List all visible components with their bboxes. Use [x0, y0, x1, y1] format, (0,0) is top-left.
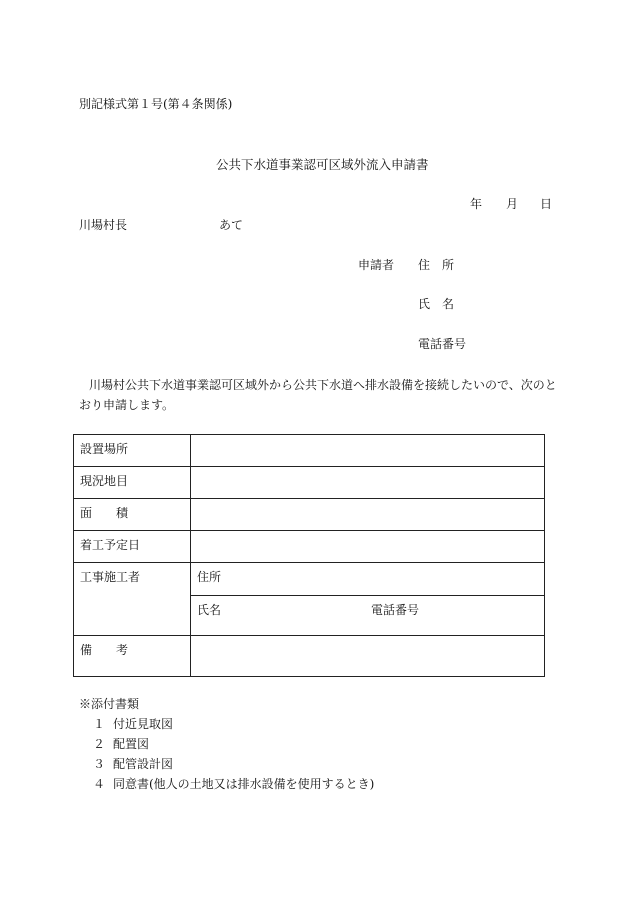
- contractor-name-label: 氏名: [197, 603, 222, 617]
- attachment-item: [93, 777, 374, 791]
- attachment-label: 同意書(他人の土地又は排水設備を使用するとき): [113, 777, 375, 791]
- table-row-start-date: [74, 531, 545, 563]
- applicant-phone-label: 電話番号: [418, 337, 467, 351]
- applicant-name-label: 氏 名: [418, 297, 455, 311]
- table-row-location: [74, 435, 545, 467]
- remarks-value-cell[interactable]: [191, 636, 545, 677]
- body-text-line-2: おり申請します。: [79, 398, 175, 412]
- applicant-label: 申請者: [358, 258, 395, 272]
- attachments-heading: ※添付書類: [79, 697, 140, 711]
- attachment-number: ３: [93, 757, 106, 771]
- addressee-name: 川場村長: [79, 218, 128, 232]
- attachment-label: 配管設計図: [113, 757, 174, 771]
- contractor-phone-label: 電話番号: [371, 603, 420, 617]
- area-value-cell[interactable]: [191, 499, 545, 531]
- date-day-label: 日: [540, 197, 553, 211]
- location-label: 設置場所: [74, 435, 191, 467]
- contractor-address-cell[interactable]: [191, 563, 545, 596]
- date-year-label: 年: [470, 197, 483, 211]
- land-category-label: 現況地目: [74, 467, 191, 499]
- table-row-land-category: [74, 467, 545, 499]
- attachment-number: ２: [93, 737, 106, 751]
- contractor-label: 工事施工者: [74, 563, 191, 636]
- table-row-area: [74, 499, 545, 531]
- land-category-value-cell[interactable]: [191, 467, 545, 499]
- area-label: 面 積: [74, 499, 191, 531]
- application-form-table: [73, 434, 545, 677]
- attachment-item: [93, 757, 173, 771]
- remarks-label: 備 考: [74, 636, 191, 677]
- attachment-item: [93, 737, 149, 751]
- contractor-address-label: 住所: [197, 570, 222, 584]
- attachment-number: ４: [93, 777, 106, 791]
- addressee-suffix: あて: [219, 218, 244, 232]
- attachment-label: 付近見取図: [113, 717, 174, 731]
- start-date-value-cell[interactable]: [191, 531, 545, 563]
- document-title: 公共下水道事業認可区域外流入申請書: [216, 157, 429, 172]
- attachment-item: [93, 717, 173, 731]
- start-date-label: 着工予定日: [74, 531, 191, 563]
- table-row-remarks: [74, 636, 545, 677]
- date-month-label: 月: [506, 197, 519, 211]
- attachment-label: 配置図: [113, 737, 150, 751]
- body-text-line-1: 川場村公共下水道事業認可区域外から公共下水道へ排水設備を接続したいので、次のと: [89, 378, 557, 392]
- attachment-number: １: [93, 717, 106, 731]
- form-number: 別記様式第１号(第４条関係): [79, 97, 233, 111]
- table-row-contractor-address: [74, 563, 545, 596]
- location-value-cell[interactable]: [191, 435, 545, 467]
- contractor-name-cell[interactable]: [191, 596, 545, 636]
- applicant-address-label: 住 所: [418, 258, 455, 272]
